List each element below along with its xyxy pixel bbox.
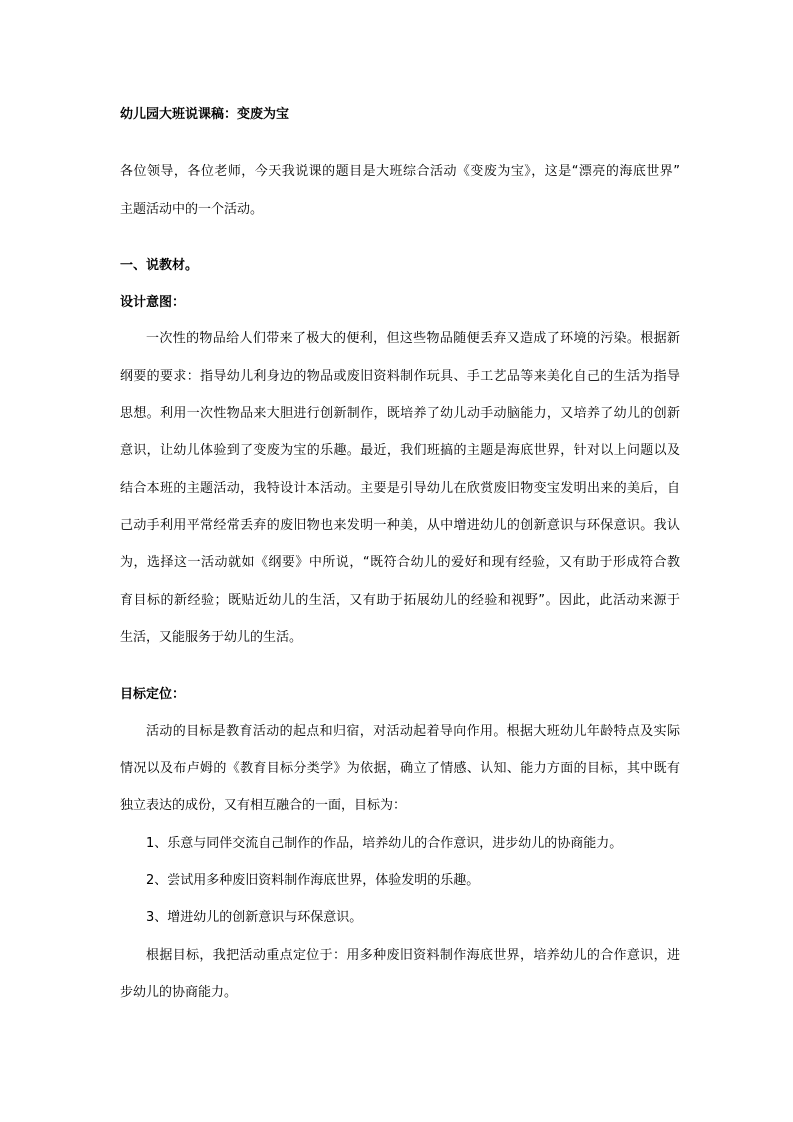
design-line: 为，选择这一活动就如《纲要》中所说，“既符合幼儿的爱好和现有经验，又有助于形成符合教 xyxy=(120,555,680,570)
intro-line: 主题活动中的一个活动。 xyxy=(120,202,264,217)
design-line: 生活，又能服务于幼儿的生活。 xyxy=(120,630,303,645)
goal-list-item: 3、增进幼儿的创新意识与环保意识。 xyxy=(146,910,363,925)
design-line: 结合本班的主题活动，我特设计本活动。主要是引导幼儿在欣赏废旧物变宝发明出来的美后，自 xyxy=(120,481,680,496)
design-line: 思想。利用一次性物品来大胆进行创新制作，既培养了幼儿动手动脑能力，又培养了幼儿的创新 xyxy=(120,406,680,421)
intro-line: 各位领导，各位老师，今天我说课的题目是大班综合活动《变废为宝》，这是“漂亮的海底世界” xyxy=(120,164,680,179)
design-line: 育目标的新经验；既贴近幼儿的生活，又有助于拓展幼儿的经验和视野”。因此，此活动来源于 xyxy=(120,593,680,608)
focus-line: 步幼儿的协商能力。 xyxy=(120,985,238,1000)
design-line: 己动手利用平常经常丢弃的废旧物也来发明一种美，从中增进幼儿的创新意识与环保意识。我认 xyxy=(120,518,680,533)
subsection-heading-goal: 目标定位： xyxy=(120,687,186,702)
goal-list-item: 2、尝试用多种废旧资料制作海底世界，体验发明的乐趣。 xyxy=(146,873,480,888)
goal-line: 情况以及布卢姆的《教育目标分类学》为依据，确立了情感、认知、能力方面的目标，其中既有 xyxy=(120,761,680,776)
document-title: 幼儿园大班说课稿：变废为宝 xyxy=(120,107,290,122)
design-line: 一次性的物品给人们带来了极大的便利，但这些物品随便丢弃又造成了环境的污染。根据新 xyxy=(146,331,680,346)
focus-line: 根据目标，我把活动重点定位于：用多种废旧资料制作海底世界，培养幼儿的合作意识，进 xyxy=(146,948,680,963)
subsection-heading-design: 设计意图： xyxy=(120,295,186,310)
section-heading: 一、说教材。 xyxy=(120,258,199,273)
design-line: 意识，让幼儿体验到了变废为宝的乐趣。最近，我们班搞的主题是海底世界，针对以上问题以及 xyxy=(120,443,680,458)
design-line: 纲要的要求：指导幼儿利身边的物品或废旧资料制作玩具、手工艺品等来美化自己的生活为指导 xyxy=(120,369,680,384)
goal-line: 活动的目标是教育活动的起点和归宿，对活动起着导向作用。根据大班幼儿年龄特点及实际 xyxy=(146,724,680,739)
goal-line: 独立表达的成份，又有相互融合的一面，目标为： xyxy=(120,798,407,813)
goal-list-item: 1、乐意与同伴交流自己制作的作品，培养幼儿的合作意识，进步幼儿的协商能力。 xyxy=(146,836,623,851)
